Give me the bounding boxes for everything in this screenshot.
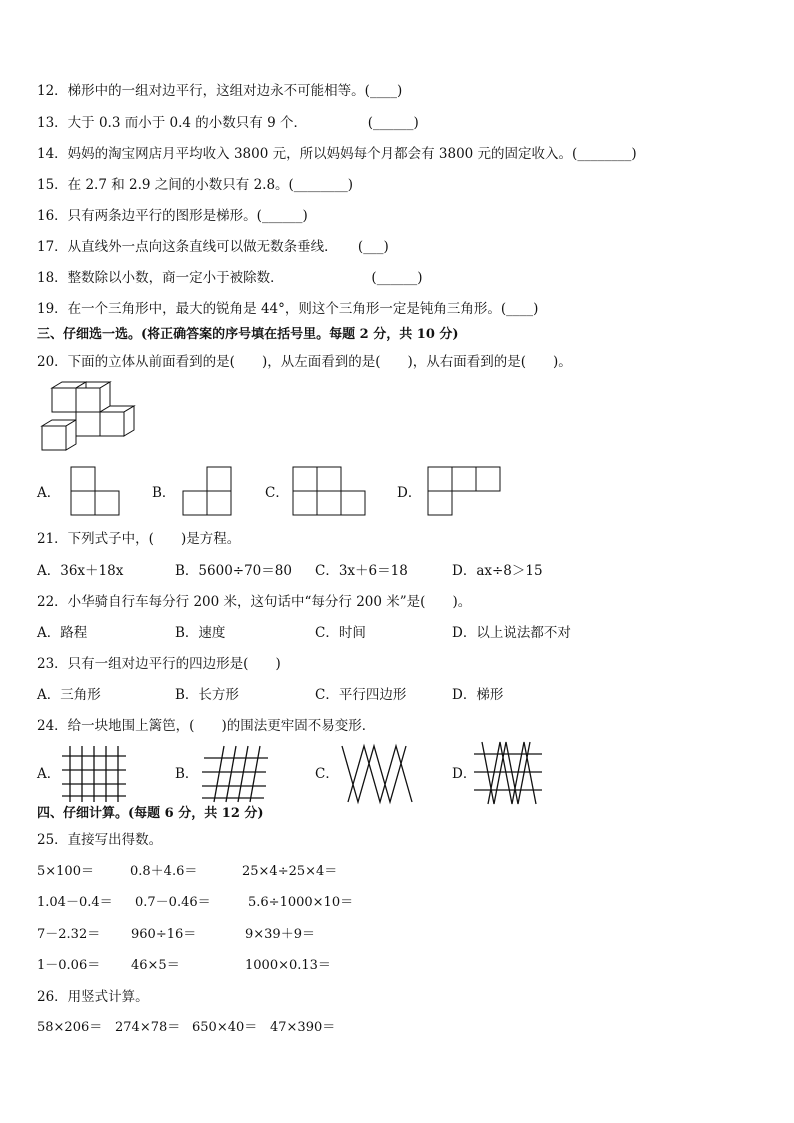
q23-option-d: D．梯形 <box>452 687 504 703</box>
q20-option-a-label: A． <box>37 485 61 501</box>
question-24-stem: 24．给一块地围上篱笆，( )的围法更牢固不易变形． <box>37 718 376 734</box>
calc-item: 46×5＝ <box>131 958 180 973</box>
question-18: 18．整数除以小数，商一定小于被除数． (______) <box>37 270 423 286</box>
calc-item: 0.8＋4.6＝ <box>130 864 198 879</box>
question-14: 14．妈妈的淘宝网店月平均收入 3800 元，所以妈妈每个月都会有 3800 元的固定收入。(________) <box>37 146 637 162</box>
section-4-heading: 四、仔细计算。(每题 6 分，共 12 分) <box>37 806 264 821</box>
question-12: 12．梯形中的一组对边平行，这组对边永不可能相等。(____) <box>37 83 403 99</box>
view-option-b-figure <box>182 466 232 516</box>
question-16: 16．只有两条边平行的图形是梯形。(______) <box>37 208 308 224</box>
calc-item: 5×100＝ <box>37 864 94 879</box>
q22-option-d: D．以上说法都不对 <box>452 625 571 641</box>
view-option-d-figure <box>427 466 501 516</box>
question-19: 19．在一个三角形中，最大的锐角是 44°，则这个三角形一定是钝角三角形。(____) <box>37 301 539 317</box>
q22-option-c: C．时间 <box>315 625 366 641</box>
q20-option-d-label: D． <box>397 485 422 501</box>
question-13: 13．大于 0.3 而小于 0.4 的小数只有 9 个． (______) <box>37 115 419 131</box>
q22-option-a: A．路程 <box>37 625 88 641</box>
fence-cross-figure <box>338 746 418 802</box>
calc-item: 1－0.06＝ <box>37 958 101 973</box>
calc-item: 960÷16＝ <box>131 927 197 942</box>
fence-slanted-grid-figure <box>200 746 270 802</box>
question-26-stem: 26．用竖式计算。 <box>37 989 149 1005</box>
view-option-a-figure <box>70 466 120 516</box>
q22-option-b: B．速度 <box>175 625 226 641</box>
cube-stack-figure <box>40 382 140 454</box>
vertical-calc-item: 47×390＝ <box>270 1020 336 1035</box>
calc-item: 1000×0.13＝ <box>245 958 331 973</box>
vertical-calc-item: 58×206＝ <box>37 1020 103 1035</box>
q23-option-c: C．平行四边形 <box>315 687 407 703</box>
q23-option-a: A．三角形 <box>37 687 101 703</box>
fence-cross-with-rails-figure <box>474 742 544 804</box>
q24-option-a-label: A． <box>37 766 61 782</box>
q21-option-c: C．3x＋6＝18 <box>315 563 408 579</box>
q24-option-b-label: B． <box>175 766 199 782</box>
q20-option-b-label: B． <box>152 485 176 501</box>
question-23-stem: 23．只有一组对边平行的四边形是( ) <box>37 656 281 672</box>
vertical-calc-item: 274×78＝ <box>115 1020 181 1035</box>
question-21-stem: 21．下列式子中，( )是方程。 <box>37 531 241 547</box>
q21-option-a: A．36x＋18x <box>37 563 124 579</box>
calc-item: 7－2.32＝ <box>37 927 101 942</box>
fence-grid-figure <box>60 746 128 802</box>
q21-option-d: D．ax÷8＞15 <box>452 563 543 579</box>
q24-option-d-label: D． <box>452 766 477 782</box>
calc-item: 25×4÷25×4＝ <box>242 864 338 879</box>
q21-option-b: B．5600÷70＝80 <box>175 563 292 579</box>
q24-option-c-label: C． <box>315 766 339 782</box>
question-25-stem: 25．直接写出得数。 <box>37 832 163 848</box>
q23-option-b: B．长方形 <box>175 687 239 703</box>
vertical-calc-item: 650×40＝ <box>192 1020 258 1035</box>
view-option-c-figure <box>292 466 366 516</box>
calc-item: 1.04－0.4＝ <box>37 895 113 910</box>
calc-item: 5.6÷1000×10＝ <box>248 895 354 910</box>
q20-option-c-label: C． <box>265 485 289 501</box>
question-15: 15．在 2.7 和 2.9 之间的小数只有 2.8。(________) <box>37 177 354 193</box>
question-17: 17．从直线外一点向这条直线可以做无数条垂线． (___) <box>37 239 389 255</box>
calc-item: 9×39＋9＝ <box>245 927 315 942</box>
question-20-stem: 20．下面的立体从前面看到的是( )，从左面看到的是( )，从右面看到的是( )。 <box>37 354 572 370</box>
section-3-heading: 三、仔细选一选。(将正确答案的序号填在括号里。每题 2 分，共 10 分) <box>37 327 459 342</box>
calc-item: 0.7－0.46＝ <box>135 895 211 910</box>
question-22-stem: 22．小华骑自行车每分行 200 米，这句话中“每分行 200 米”是( )。 <box>37 594 472 610</box>
